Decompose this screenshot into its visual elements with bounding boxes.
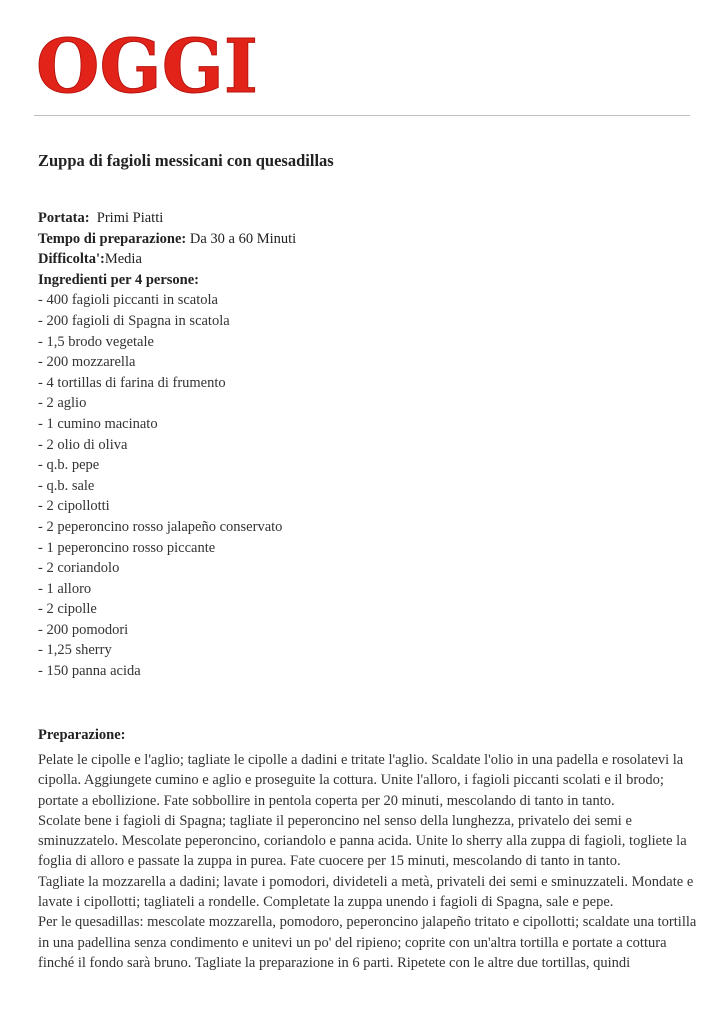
preparation-paragraph: Per le quesadillas: mescolate mozzarella, pomodoro, peperoncino jalapeño tritato e cipollotti; scaldate una tortilla in una padellina senza condimento e unitevi un po' del ripieno; coprite con un'altra tortilla e portate a cottura finché il fondo sarà bruno. Tagliate la preparazione in 6 parti. Ripetete con le altre due tortillas, quindi [38,914,697,971]
ingredient-item: - 2 cipollotti [38,498,110,515]
portata-row [38,208,296,229]
difficolta-row [38,249,296,270]
ingredient-item: - 200 fagioli di Spagna in scatola [38,312,230,329]
ingredient-item: - 1 peperoncino rosso piccante [38,539,216,556]
preparation-paragraph: Pelate le cipolle e l'aglio; tagliate le cipolle a dadini e tritate l'aglio. Scaldate l'olio in una padella e rosolatevi la cipolla. Aggiungete cumino e aglio e proseguite la cottura. Unite l'alloro, i fagioli piccanti scolati e il brodo; portate a ebollizione. Fate sobbollire in pentola coperta per 20 minuti, mescolando di tanto in tanto. [38,752,684,809]
ingredient-item: - 2 cipolle [38,601,97,618]
ingredient-item: - 2 aglio [38,395,87,412]
tempo-value: Da 30 a 60 Minuti [189,230,297,247]
ingredient-item: - 1 alloro [38,580,92,597]
ingredient-item: - 2 olio di oliva [38,436,128,453]
portata-label: Portata: [38,210,90,226]
recipe-meta [38,208,296,682]
tempo-row [38,229,296,250]
recipe-title: Zuppa di fagioli messicani con quesadillas [38,151,334,170]
ingredient-item: - 200 mozzarella [38,354,136,371]
preparation-paragraph: Tagliate la mozzarella a dadini; lavate i pomodori, divideteli a metà, privateli dei semi e sminuzzateli. Mondate e lavate i cipollotti; tagliateli a rondelle. Completate la zuppa unendo i fagioli di Spagna, sale e pepe. [38,873,694,911]
ingredient-item: - q.b. pepe [38,457,100,474]
ingredient-item: - 1,25 sherry [38,642,112,659]
ingredient-item: - 400 fagioli piccanti in scatola [38,292,218,309]
ingredient-item: - 2 coriandolo [38,560,120,577]
difficolta-label: Difficolta': [38,251,105,268]
preparation-text [38,750,698,973]
preparation-paragraph: Scolate bene i fagioli di Spagna; tagliate il peperoncino nel senso della lunghezza, privatelo dei semi e sminuzzatelo. Mescolate peperoncino, coriandolo e panna acida. Unite lo sherry alla zuppa di fagioli, togliete la foglia di alloro e passate la zuppa in purea. Fate cuocere per 15 minuti, mescolando di tanto in tanto. [38,812,687,870]
ingredient-item: - 1 cumino macinato [38,415,158,432]
ingredients-list [38,290,296,681]
ingredient-item: - q.b. sale [38,477,95,494]
ingredienti-heading-row [38,270,296,291]
ingredient-item: - 1,5 brodo vegetale [38,333,154,350]
oggi-logo-wordmark [36,30,260,102]
ingredient-item: - 200 pomodori [38,621,129,638]
tempo-label: Tempo di preparazione: [38,230,187,247]
logo-text: OGGI [36,30,258,102]
oggi-logo [36,30,260,102]
ingredient-item: - 2 peperoncino rosso jalapeño conservato [38,518,283,535]
header-divider [34,115,690,116]
preparation-heading: Preparazione: [38,727,126,743]
ingredient-item: - 4 tortillas di farina di frumento [38,374,226,391]
difficolta-value: Media [104,251,142,268]
ingredient-item: - 150 panna acida [38,663,141,680]
portata-value: Primi Piatti [96,210,164,226]
ingredienti-label: Ingredienti per 4 persone: [38,271,199,288]
